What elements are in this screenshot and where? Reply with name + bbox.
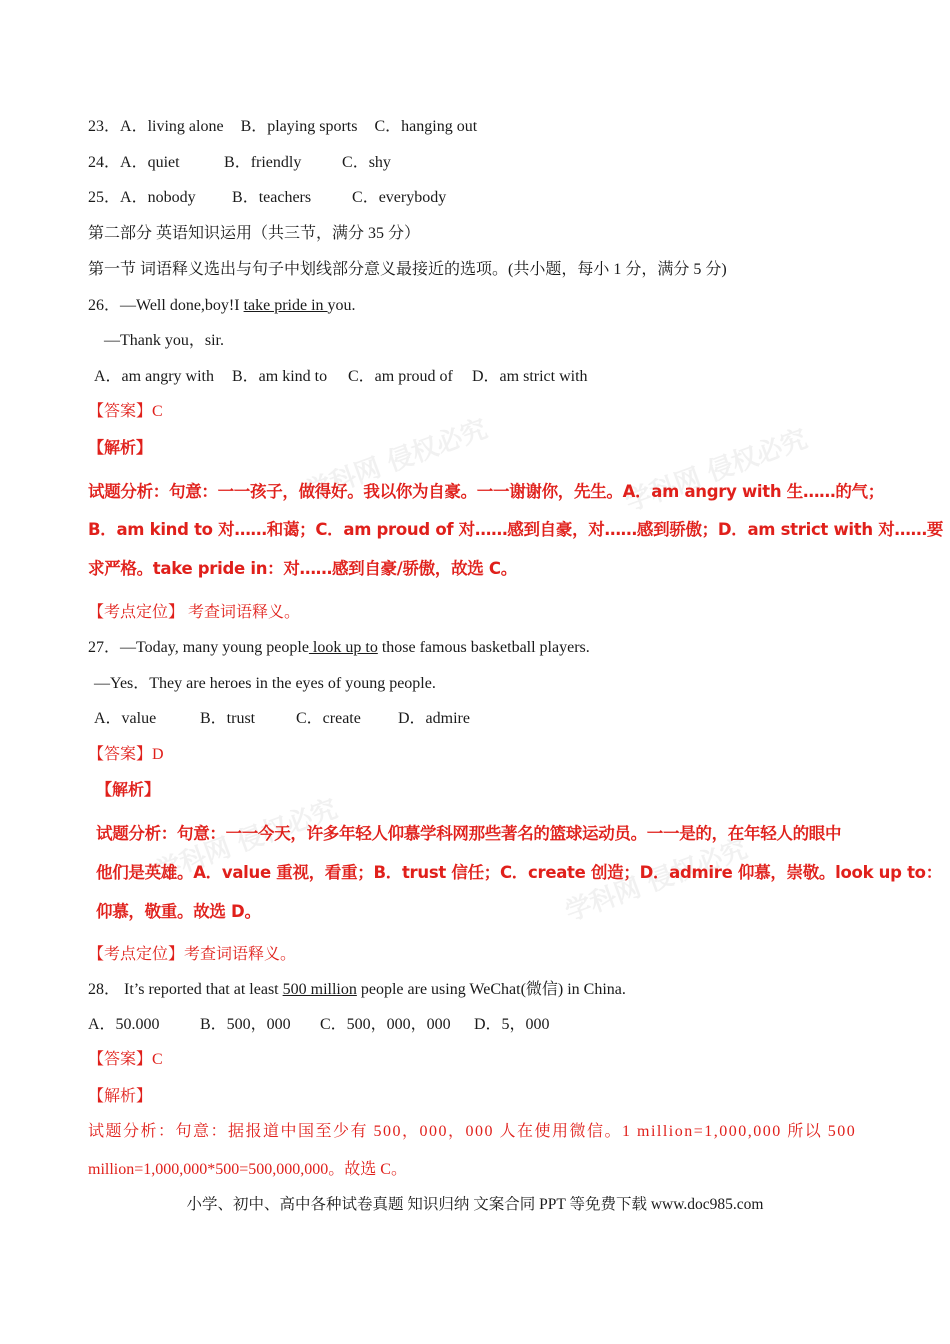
watermark: 学科网 侵权必究 bbox=[561, 834, 752, 928]
question-27-options: A．value B．trust C．create D．admire bbox=[94, 710, 470, 727]
answer-28: 【答案】C bbox=[88, 1051, 163, 1068]
kaodian-27: 【考点定位】考查词语释义。 bbox=[88, 946, 297, 963]
question-28-stem: 28． It’s reported that at least 500 million people are using WeChat(微信) in China. bbox=[88, 981, 626, 998]
question-27-reply: —Yes．They are heroes in the eyes of young people. bbox=[94, 675, 436, 692]
question-28-options: A．50.000 B．500，000 C．500，000，000 D．5，000 bbox=[88, 1016, 550, 1033]
watermark: 学科网 侵权必究 bbox=[151, 794, 342, 888]
watermark: 学科网 侵权必究 bbox=[301, 414, 492, 508]
jiexi-label-27: 【解析】 bbox=[96, 782, 161, 799]
answer-27: 【答案】D bbox=[88, 746, 164, 763]
question-26-options: A．am angry with B．am kind to C．am proud of D．am strict with bbox=[94, 368, 588, 385]
analysis-line: 试题分析：句意：一一孩子，做得好。我以你为自豪。一一谢谢你，先生。A．am angry with 生……的气； bbox=[88, 482, 884, 501]
jiexi-label-28: 【解析】 bbox=[88, 1088, 153, 1105]
jiexi-label-26: 【解析】 bbox=[88, 440, 153, 457]
part-2-title: 第二部分 英语知识运用（共三节，满分 35 分） bbox=[88, 225, 421, 242]
analysis-line: 仰慕，敬重。故选 D。 bbox=[96, 902, 261, 921]
watermark: 学科网 侵权必究 bbox=[621, 424, 812, 518]
analysis-28-line-2: million=1,000,000*500=500,000,000。故选 C。 bbox=[88, 1161, 407, 1178]
analysis-line: 试题分析：句意：一一今天，许多年轻人仰慕学科网那些著名的篮球运动员。一一是的，在年轻人的眼中 bbox=[96, 824, 842, 843]
section-1-title: 第一节 词语释义选出与句子中划线部分意义最接近的选项。(共小题，每小 1 分，满分 5 分) bbox=[88, 261, 727, 278]
question-26-stem: 26．—Well done,boy!I take pride in you. bbox=[88, 297, 356, 314]
analysis-line: B．am kind to 对……和蔼；C．am proud of 对……感到自豪，对……感到骄傲；D．am strict with 对……要 bbox=[88, 520, 944, 539]
question-24: 24．A．quiet B．friendly C．shy bbox=[88, 154, 391, 171]
question-23: 23．A．living alone B．playing sports C．hanging out bbox=[88, 118, 478, 135]
question-27-stem: 27．—Today, many young people look up to those famous basketball players. bbox=[88, 639, 590, 656]
page-footer: 小学、初中、高中各种试卷真题 知识归纳 文案合同 PPT 等免费下载 www.doc985.com bbox=[186, 1196, 764, 1213]
question-25: 25．A．nobody B．teachers C．everybody bbox=[88, 189, 447, 206]
analysis-line: 他们是英雄。A．value 重视，看重；B．trust 信任；C．create 创造；D．admire 仰慕，崇敬。look up to： bbox=[96, 863, 942, 882]
question-26-reply: —Thank you，sir. bbox=[104, 332, 224, 349]
answer-26: 【答案】C bbox=[88, 403, 163, 420]
analysis-28-line-1: 试题分析：句意：据报道中国至少有 500，000，000 人在使用微信。1 million=1,000,000 所以 500 bbox=[88, 1123, 857, 1140]
kaodian-26: 【考点定位】 考查词语释义。 bbox=[88, 604, 301, 621]
analysis-line: 求严格。take pride in：对……感到自豪/骄傲，故选 C。 bbox=[88, 559, 517, 578]
